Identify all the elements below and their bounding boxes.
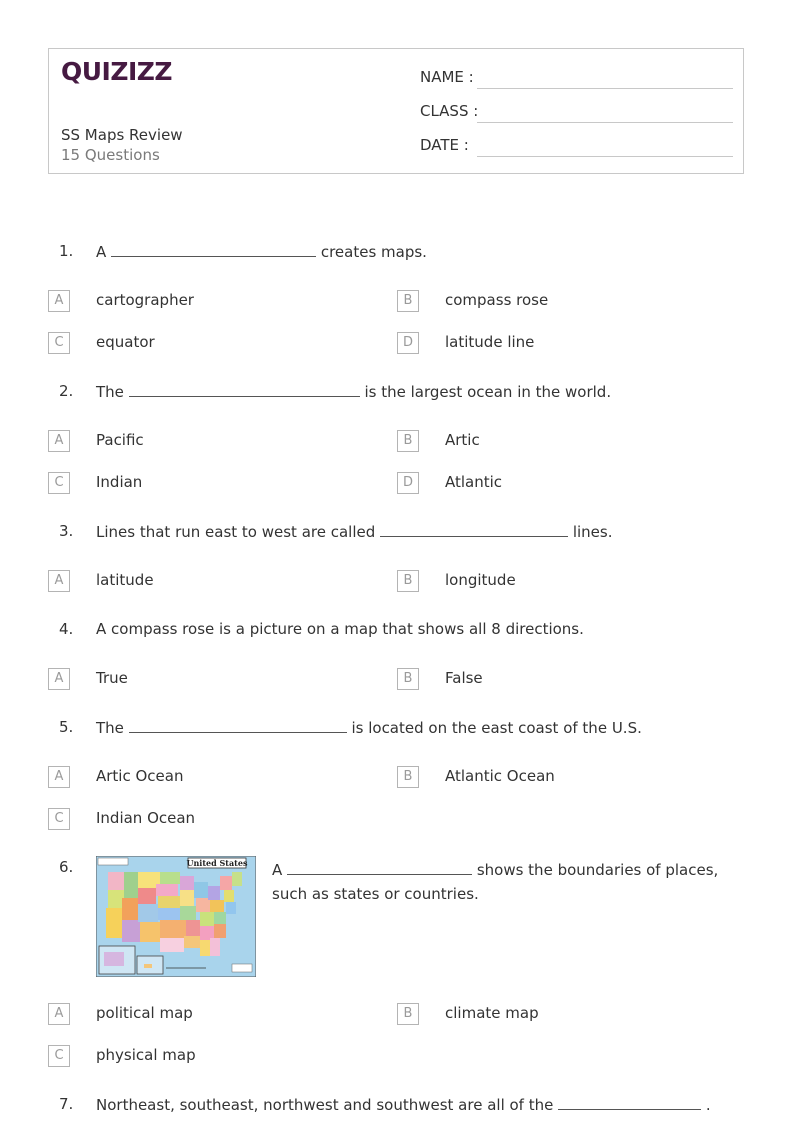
question-text: A creates maps.	[96, 243, 427, 261]
option-letter[interactable]: B	[397, 430, 419, 452]
option-letter[interactable]: C	[48, 472, 70, 494]
map-title: United States	[186, 858, 248, 868]
name-field[interactable]	[477, 88, 733, 89]
answer-option[interactable]: compass rose	[445, 291, 549, 309]
option-letter[interactable]: C	[48, 1045, 70, 1067]
option-letter[interactable]: B	[397, 290, 419, 312]
us-map-image	[96, 856, 256, 977]
question-text: Northeast, southeast, northwest and southwest are all of the .	[96, 1096, 711, 1114]
worksheet-title: SS Maps Review	[61, 126, 183, 144]
option-letter[interactable]: A	[48, 766, 70, 788]
answer-option[interactable]: True	[96, 669, 128, 687]
answer-option[interactable]: False	[445, 669, 483, 687]
question-text: A compass rose is a picture on a map that shows all 8 directions.	[96, 620, 584, 638]
answer-option[interactable]: Indian	[96, 473, 143, 491]
name-label: NAME :	[420, 68, 474, 86]
answer-option[interactable]: equator	[96, 333, 155, 351]
answer-option[interactable]: Pacific	[96, 431, 144, 449]
question-number: 6.	[59, 858, 74, 876]
option-letter[interactable]: A	[48, 570, 70, 592]
date-field[interactable]	[477, 156, 733, 157]
answer-option[interactable]: longitude	[445, 571, 516, 589]
option-letter[interactable]: A	[48, 290, 70, 312]
option-letter[interactable]: D	[397, 332, 419, 354]
class-field[interactable]	[477, 122, 733, 123]
option-letter[interactable]: A	[48, 668, 70, 690]
answer-option[interactable]: physical map	[96, 1046, 196, 1064]
question-text: Lines that run east to west are called lines.	[96, 523, 613, 541]
answer-option[interactable]: political map	[96, 1004, 193, 1022]
answer-option[interactable]: latitude	[96, 571, 154, 589]
answer-option[interactable]: Atlantic Ocean	[445, 767, 555, 785]
answer-option[interactable]: Indian Ocean	[96, 809, 196, 827]
option-letter[interactable]: C	[48, 808, 70, 830]
question-text: The is located on the east coast of the U.S.	[96, 719, 642, 737]
option-letter[interactable]: B	[397, 570, 419, 592]
option-letter[interactable]: B	[397, 668, 419, 690]
question-text: The is the largest ocean in the world.	[96, 383, 612, 401]
question-text: A shows the boundaries of places, such as states or countries.	[272, 861, 719, 903]
class-label: CLASS :	[420, 102, 479, 120]
worksheet-header	[48, 48, 744, 174]
question-count: 15 Questions	[61, 146, 160, 164]
question-number: 4.	[59, 620, 74, 638]
date-label: DATE :	[420, 136, 469, 154]
quizizz-logo: QUIZIZZ	[61, 57, 173, 86]
answer-option[interactable]: Atlantic	[445, 473, 503, 491]
question-number: 7.	[59, 1095, 74, 1113]
option-letter[interactable]: A	[48, 430, 70, 452]
option-letter[interactable]: B	[397, 1003, 419, 1025]
option-letter[interactable]: A	[48, 1003, 70, 1025]
option-letter[interactable]: C	[48, 332, 70, 354]
answer-option[interactable]: cartographer	[96, 291, 194, 309]
question-number: 1.	[59, 242, 74, 260]
answer-option[interactable]: Artic	[445, 431, 480, 449]
answer-option[interactable]: climate map	[445, 1004, 539, 1022]
answer-option[interactable]: latitude line	[445, 333, 535, 351]
question-number: 5.	[59, 718, 74, 736]
question-number: 2.	[59, 382, 74, 400]
option-letter[interactable]: D	[397, 472, 419, 494]
question-number: 3.	[59, 522, 74, 540]
option-letter[interactable]: B	[397, 766, 419, 788]
answer-option[interactable]: Artic Ocean	[96, 767, 184, 785]
